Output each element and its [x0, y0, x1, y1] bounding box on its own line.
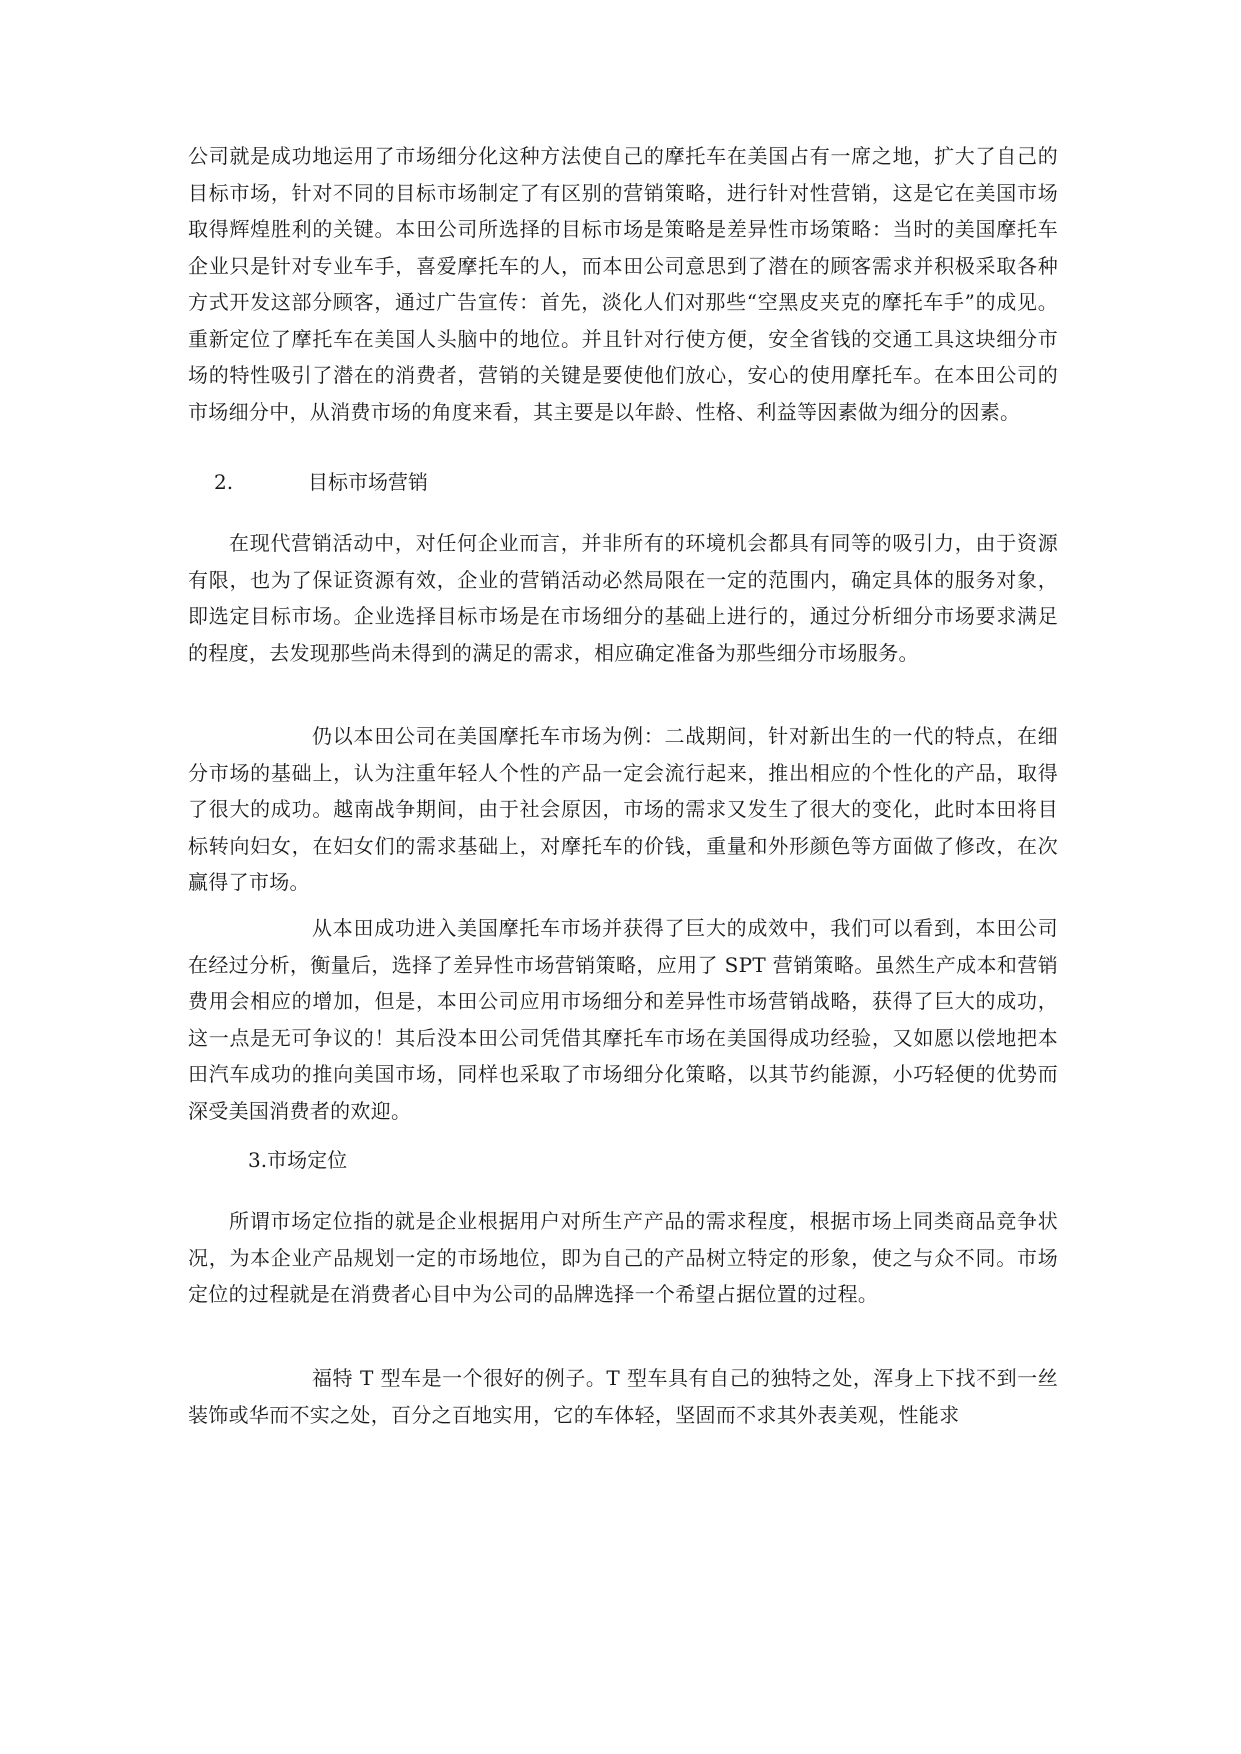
- paragraph-honda-success: 从本田成功进入美国摩托车市场并获得了巨大的成效中，我们可以看到，本田公司在经过分析，衡量后，选择了差异性市场营销策略，应用了 SPT 营销策略。虽然生产成本和营销费用会相应的增加，但是，本田公司应用市场细分和差异性市场营销战略，获得了巨大的成功，这一点是无可争议的！其后没本田公司凭借其摩托车市场在美国得成功经验，又如愿以偿地把本田汽车成功的推向美国市场，同样也采取了市场细分化策略，以其节约能源，小巧轻便的优势而深受美国消费者的欢迎。: [188, 916, 1058, 1123]
- section-heading-3: 3.市场定位: [248, 1148, 348, 1172]
- section-heading-2: [214, 464, 428, 501]
- paragraph-target-market-definition: 在现代营销活动中，对任何企业而言，并非所有的环境机会都具有同等的吸引力，由于资源有限，也为了保证资源有效，企业的营销活动必然局限在一定的范围内，确定具体的服务对象，即选定目标市场。企业选择目标市场是在市场细分的基础上进行的，通过分析细分市场要求满足的程度，去发现那些尚未得到的满足的需求，相应确定准备为那些细分市场服务。: [188, 531, 1058, 665]
- paragraph-market-segmentation-honda: 公司就是成功地运用了市场细分化这种方法使自己的摩托车在美国占有一席之地，扩大了自己的目标市场，针对不同的目标市场制定了有区别的营销策略，进行针对性营销，这是它在美国市场取得辉煌胜利的关键。本田公司所选择的目标市场是策略是差异性市场策略：当时的美国摩托车企业只是针对专业车手，喜爱摩托车的人，而本田公司意思到了潜在的顾客需求并积极采取各种方式开发这部分顾客，通过广告宣传：首先，淡化人们对那些“空黑皮夹克的摩托车手”的成见。重新定位了摩托车在美国人头脑中的地位。并且针对行使方便，安全省钱的交通工具这块细分市场的特性吸引了潜在的消费者，营销的关键是要使他们放心，安心的使用摩托车。在本田公司的市场细分中，从消费市场的角度来看，其主要是以年龄、性格、利益等因素做为细分的因素。: [188, 144, 1058, 424]
- paragraph-market-positioning-definition: 所谓市场定位指的就是企业根据用户对所生产产品的需求程度，根据市场上同类商品竞争状况，为本企业产品规划一定的市场地位，即为自己的产品树立特定的形象，使之与众不同。市场定位的过程就是在消费者心目中为公司的品牌选择一个希望占据位置的过程。: [188, 1209, 1058, 1306]
- paragraph-honda-example: 仍以本田公司在美国摩托车市场为例：二战期间，针对新出生的一代的特点，在细分市场的基础上，认为注重年轻人个性的产品一定会流行起来，推出相应的个性化的产品，取得了很大的成功。越南战争期间，由于社会原因，市场的需求又发生了很大的变化，此时本田将目标转向妇女，在妇女们的需求基础上，对摩托车的价钱，重量和外形颜色等方面做了修改，在次赢得了市场。: [188, 724, 1058, 894]
- paragraph-ford-model-t: 福特 T 型车是一个很好的例子。T 型车具有自己的独特之处，浑身上下找不到一丝装饰或华而不实之处，百分之百地实用，它的车体轻，坚固而不求其外表美观，性能求: [188, 1366, 1058, 1427]
- section-title: 目标市场营销: [308, 470, 428, 494]
- section-number: 2.: [214, 470, 234, 494]
